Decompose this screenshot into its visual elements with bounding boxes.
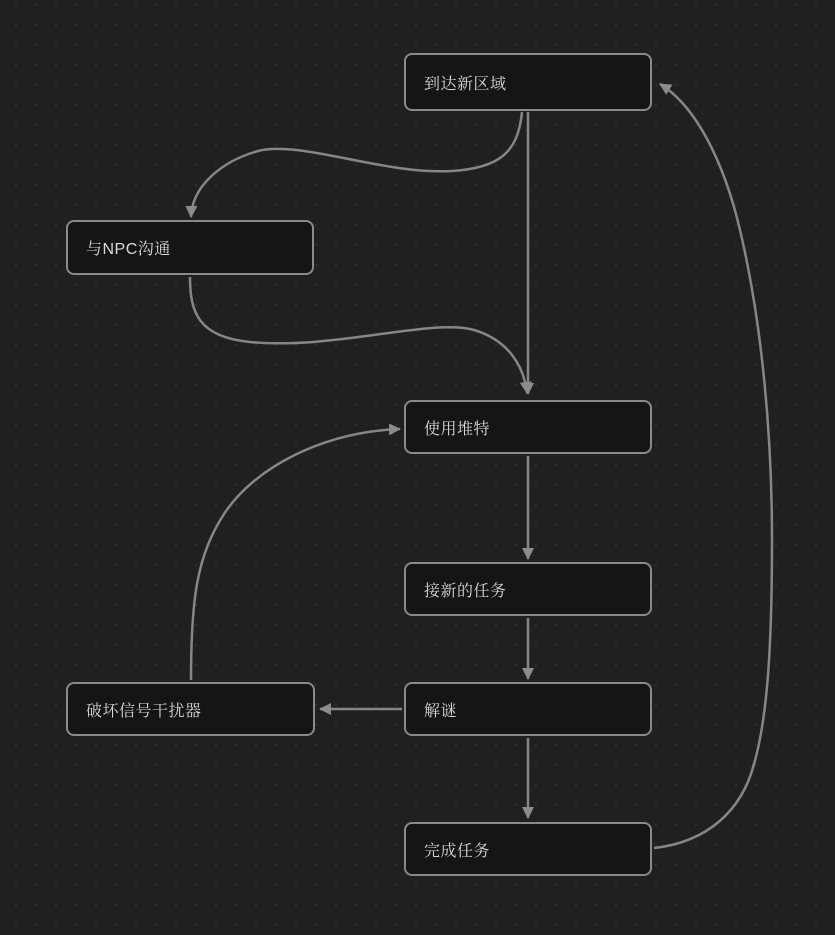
node-use-duite[interactable]: [404, 400, 652, 454]
node-solve-puzzle-label: 解谜: [424, 702, 458, 720]
node-talk-to-npc-label: 与NPC沟通: [86, 241, 171, 258]
node-complete-task[interactable]: [404, 822, 652, 876]
node-talk-to-npc[interactable]: [66, 220, 314, 275]
node-destroy-signal-jammer-label: 破坏信号干扰器: [86, 702, 202, 720]
node-complete-task-label: 完成任务: [424, 842, 491, 860]
node-destroy-signal-jammer[interactable]: [66, 682, 315, 736]
node-accept-new-task[interactable]: [404, 562, 652, 616]
node-arrive-new-area-label: 到达新区域: [424, 75, 507, 93]
node-accept-new-task-label: 接新的任务: [424, 582, 507, 600]
edge-jammer-to-use: [191, 429, 400, 680]
edge-complete-to-arrive: [654, 84, 772, 848]
node-arrive-new-area[interactable]: [404, 53, 652, 111]
edge-npc-to-use: [190, 277, 527, 393]
node-solve-puzzle[interactable]: [404, 682, 652, 736]
edge-arrive-to-npc: [191, 112, 522, 217]
node-use-duite-label: 使用堆特: [424, 420, 491, 438]
